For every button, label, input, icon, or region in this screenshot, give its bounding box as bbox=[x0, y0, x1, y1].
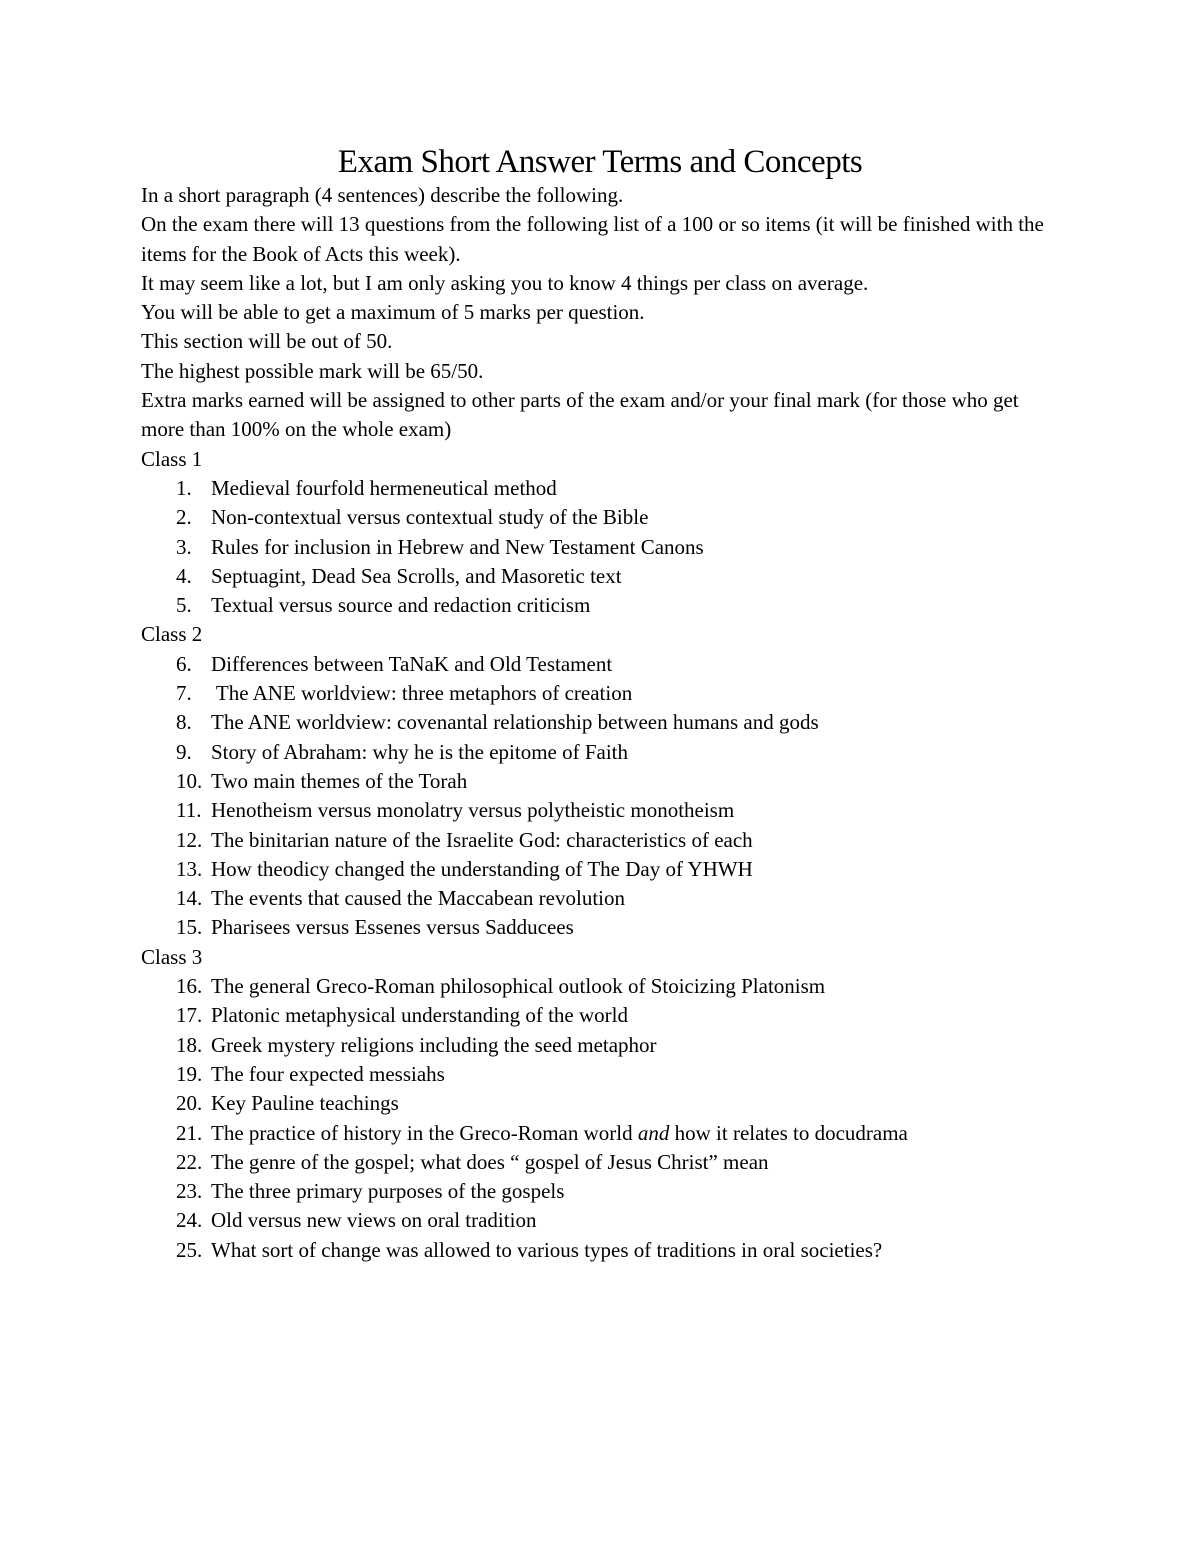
item-text-after: how it relates to docudrama bbox=[669, 1120, 908, 1145]
item-text: Key Pauline teachings bbox=[211, 1091, 399, 1116]
list-item bbox=[141, 826, 1061, 855]
intro-paragraph: This section will be out of 50. bbox=[141, 329, 393, 354]
class-heading: Class 3 bbox=[141, 944, 203, 969]
intro-paragraph: It may seem like a lot, but I am only asking you to know 4 things per class on average. bbox=[141, 270, 869, 295]
item-number: 2. bbox=[176, 505, 192, 530]
item-text: The binitarian nature of the Israelite God: characteristics of each bbox=[211, 827, 753, 852]
list-item bbox=[141, 474, 1061, 503]
list-item bbox=[141, 738, 1061, 767]
list-item bbox=[141, 1148, 1061, 1177]
item-text: Platonic metaphysical understanding of the world bbox=[211, 1003, 628, 1028]
item-number: 12. bbox=[176, 827, 203, 852]
list-item bbox=[141, 1060, 1061, 1089]
item-number: 24. bbox=[176, 1208, 203, 1233]
list-item bbox=[141, 1177, 1061, 1206]
list-item bbox=[141, 708, 1061, 737]
item-text: The genre of the gospel; what does “ gospel of Jesus Christ” mean bbox=[211, 1149, 769, 1174]
intro-paragraph: In a short paragraph (4 sentences) describe the following. bbox=[141, 183, 624, 207]
list-item bbox=[141, 533, 1061, 562]
list-item bbox=[141, 1119, 1061, 1148]
list-item bbox=[141, 562, 1061, 591]
item-number: 11. bbox=[176, 798, 202, 823]
item-number: 17. bbox=[176, 1003, 203, 1028]
intro-paragraph: The highest possible mark will be 65/50. bbox=[141, 358, 484, 383]
list-item bbox=[141, 796, 1061, 825]
item-number: 3. bbox=[176, 534, 192, 559]
item-number: 8. bbox=[176, 710, 192, 735]
list-item bbox=[141, 679, 1061, 708]
item-text: Two main themes of the Torah bbox=[211, 768, 468, 793]
list-item bbox=[141, 503, 1061, 532]
item-text: Textual versus source and redaction criticism bbox=[211, 593, 591, 618]
item-text: The three primary purposes of the gospels bbox=[211, 1179, 565, 1204]
item-text: The general Greco-Roman philosophical outlook of Stoicizing Platonism bbox=[211, 974, 826, 999]
list-item bbox=[141, 972, 1061, 1001]
list-item bbox=[141, 913, 1061, 942]
item-text-before: The practice of history in the Greco-Roman world bbox=[211, 1120, 638, 1145]
class-heading: Class 1 bbox=[141, 446, 203, 471]
item-number: 5. bbox=[176, 593, 192, 618]
intro-paragraph: You will be able to get a maximum of 5 marks per question. bbox=[141, 300, 645, 325]
list-item bbox=[141, 855, 1061, 884]
item-text: What sort of change was allowed to various types of traditions in oral societies? bbox=[211, 1237, 883, 1262]
item-text: The ANE worldview: three metaphors of creation bbox=[211, 681, 633, 706]
item-text: Henotheism versus monolatry versus polytheistic monotheism bbox=[211, 798, 735, 823]
list-item bbox=[141, 650, 1061, 679]
item-text: Old versus new views on oral tradition bbox=[211, 1208, 537, 1233]
item-number: 21. bbox=[176, 1120, 203, 1145]
item-text: Non-contextual versus contextual study of the Bible bbox=[211, 505, 649, 530]
item-number: 1. bbox=[176, 475, 192, 500]
item-number: 14. bbox=[176, 886, 203, 911]
item-text: Pharisees versus Essenes versus Sadducees bbox=[211, 915, 574, 940]
item-text: How theodicy changed the understanding of The Day of YHWH bbox=[211, 856, 753, 881]
item-text: Rules for inclusion in Hebrew and New Testament Canons bbox=[211, 534, 704, 559]
list-item bbox=[141, 1031, 1061, 1060]
item-number: 22. bbox=[176, 1149, 203, 1174]
intro-paragraph: Extra marks earned will be assigned to other parts of the exam and/or your final mark (for those who get more than 100% on the whole exam) bbox=[141, 388, 1019, 442]
list-item bbox=[141, 884, 1061, 913]
item-text: Differences between TaNaK and Old Testament bbox=[211, 651, 613, 676]
item-text: Story of Abraham: why he is the epitome of Faith bbox=[211, 739, 629, 764]
document-body bbox=[141, 181, 1061, 1265]
item-number: 23. bbox=[176, 1179, 203, 1204]
item-text: The events that caused the Maccabean revolution bbox=[211, 886, 625, 911]
item-number: 15. bbox=[176, 915, 203, 940]
list-item bbox=[141, 767, 1061, 796]
item-number: 25. bbox=[176, 1237, 203, 1262]
item-number: 20. bbox=[176, 1091, 203, 1116]
item-number: 4. bbox=[176, 563, 192, 588]
item-number: 19. bbox=[176, 1061, 203, 1086]
item-number: 9. bbox=[176, 739, 192, 764]
class-heading: Class 2 bbox=[141, 622, 203, 647]
item-text: Medieval fourfold hermeneutical method bbox=[211, 475, 557, 500]
item-number: 6. bbox=[176, 651, 192, 676]
item-text: The four expected messiahs bbox=[211, 1061, 445, 1086]
list-item bbox=[141, 591, 1061, 620]
item-number: 16. bbox=[176, 974, 203, 999]
list-item bbox=[141, 1236, 1061, 1265]
item-text: Greek mystery religions including the seed metaphor bbox=[211, 1032, 657, 1057]
intro-paragraph: On the exam there will 13 questions from the following list of a 100 or so items (it will be finished with the items for the Book of Acts this week). bbox=[141, 212, 1044, 266]
item-text: Septuagint, Dead Sea Scrolls, and Masoretic text bbox=[211, 563, 622, 588]
list-item bbox=[141, 1206, 1061, 1235]
item-number: 7. bbox=[176, 681, 192, 706]
list-item bbox=[141, 1089, 1061, 1118]
item-number: 10. bbox=[176, 768, 203, 793]
item-number: 13. bbox=[176, 856, 203, 881]
item-text: The ANE worldview: covenantal relationship between humans and gods bbox=[211, 710, 819, 735]
item-number: 18. bbox=[176, 1032, 203, 1057]
document-title: Exam Short Answer Terms and Concepts bbox=[337, 144, 863, 180]
list-item bbox=[141, 1001, 1061, 1030]
item-text-emphasis: and bbox=[637, 1120, 670, 1145]
